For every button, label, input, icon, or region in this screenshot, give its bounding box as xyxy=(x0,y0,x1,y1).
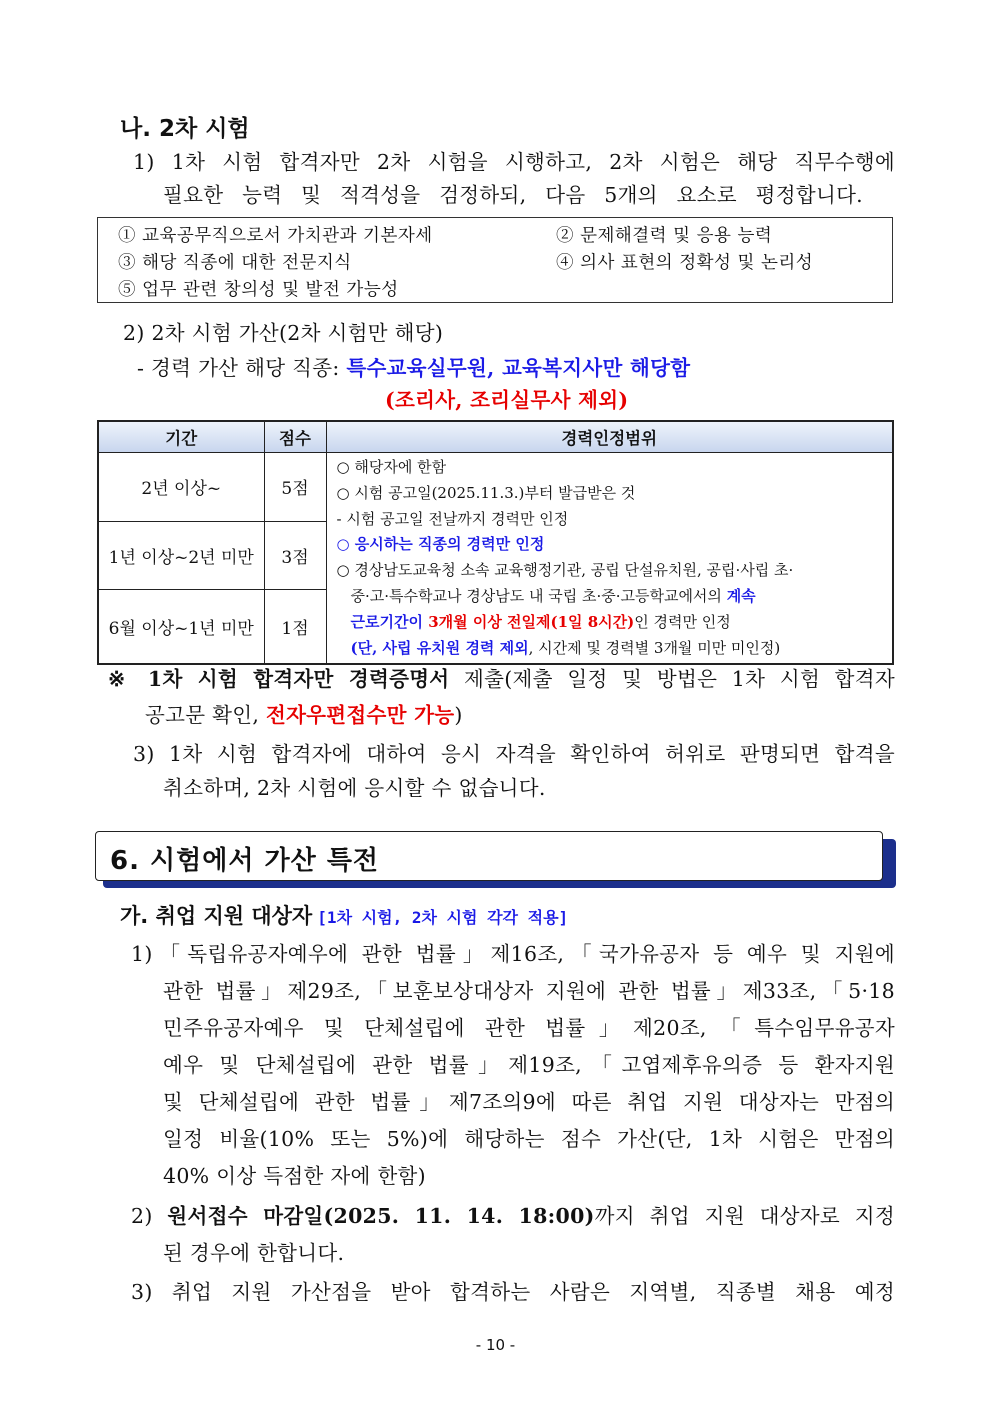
note-text: 공고문 확인, xyxy=(145,703,266,727)
section-6-title-box xyxy=(95,831,883,881)
table-header-row xyxy=(98,421,893,453)
ga1-line-6: 일정 비율(10% 또는 5%)에 해당하는 점수 가산(단, 1차 시험은 만점의 xyxy=(163,1127,895,1151)
section-heading-second-exam: 나. 2차 시험 xyxy=(120,116,250,142)
evaluation-criteria-box xyxy=(97,217,893,303)
ga2-deadline: 원서접수 마감일(2025. 11. 14. 18:00) xyxy=(167,1204,595,1228)
scope-line xyxy=(337,610,887,636)
scope-text: 인 경력만 인정 xyxy=(634,612,731,631)
ga1-line-1: 1)「독립유공자예우에 관한 법률」제16조,「국가유공자 등 예우 및 지원에 xyxy=(131,942,895,966)
section-6-title: 6. 시험에서 가산 특전 xyxy=(110,846,380,876)
scope-text: 중·고·특수학교나 경상남도 내 국립 초·중·고등학교에서의 xyxy=(350,586,727,605)
score-cell: 5점 xyxy=(264,453,326,522)
ga2-line-1 xyxy=(131,1199,895,1233)
scope-text-red: 3개월 이상 전일제(1일 8시간) xyxy=(428,612,635,631)
note-rest: 제출(제출 일정 및 방법은 1차 시험 합격자 xyxy=(449,667,895,691)
scope-line-highlight: ○ 응시하는 직종의 경력만 인정 xyxy=(336,535,545,554)
header-scope: 경력인정범위 xyxy=(326,421,893,453)
score-cell: 1점 xyxy=(264,590,326,665)
score-cell: 3점 xyxy=(264,521,326,590)
heading-employment-support-title: 가. 취업 지원 대상자 xyxy=(120,904,313,928)
paragraph-1-line-2: 필요한 능력 및 적격성을 검정하되, 다음 5개의 요소로 평정합니다. xyxy=(163,183,863,207)
page-number: - 10 - xyxy=(475,1336,516,1354)
period-cell: 2년 이상~ xyxy=(98,453,264,522)
ga1-line-2: 관한 법률」제29조,「보훈보상대상자 지원에 관한 법률」제33조,「5·18 xyxy=(163,979,895,1003)
ga2-line-2: 된 경우에 한합니다. xyxy=(163,1241,345,1265)
table-row xyxy=(98,453,893,522)
scope-text-blue: 단, 사립 유치원 경력 제외 xyxy=(357,638,529,657)
heading-employment-support xyxy=(120,900,568,930)
paragraph-3-line-2: 취소하며, 2차 시험에 응시할 수 없습니다. xyxy=(163,776,546,800)
period-cell: 1년 이상~2년 미만 xyxy=(98,521,264,590)
ga3-line-1: 3) 취업 지원 가산점을 받아 합격하는 사람은 지역별, 직종별 채용 예정 xyxy=(131,1280,895,1304)
scope-text-blue: 근로기간이 xyxy=(350,612,429,631)
career-bonus-highlight: 특수교육실무원, 교육복지사만 해당함 xyxy=(346,356,691,380)
heading-employment-support-note: [1차 시험, 2차 시험 각각 적용] xyxy=(317,908,569,927)
header-period: 기간 xyxy=(98,421,264,453)
career-bonus-exclusion: (조리사, 조리실무사 제외) xyxy=(385,388,629,412)
paragraph-3-line-1: 3) 1차 시험 합격자에 대하여 응시 자격을 확인하여 허위로 판명되면 합격을 xyxy=(133,742,895,766)
criterion-2: ② 문제해결력 및 응용 능력 xyxy=(556,226,773,246)
scope-text-blue: ( xyxy=(350,638,358,657)
ga1-line-5: 및 단체설립에 관한 법률」제7조의9에 따른 취업 지원 대상자는 만점의 xyxy=(163,1090,895,1114)
note-line-1 xyxy=(108,662,895,696)
scope-line: ○ 해당자에 한함 xyxy=(336,458,447,476)
scope-line xyxy=(337,636,887,662)
paragraph-1-line-1: 1) 1차 시험 합격자만 2차 시험을 시행하고, 2차 시험은 해당 직무수행에 xyxy=(133,150,895,174)
scope-line: ○ 경상남도교육청 소속 교육행정기관, 공립 단설유치원, 공립·사립 초· xyxy=(336,561,794,580)
scope-line: ○ 시험 공고일(2025.11.3.)부터 발급받은 것 xyxy=(336,483,636,502)
note-email-only: 전자우편접수만 가능 xyxy=(265,703,455,727)
criterion-5: ⑤ 업무 관련 창의성 및 발전 가능성 xyxy=(118,280,399,300)
note-mark: ※ xyxy=(108,667,134,691)
career-bonus-prefix: - 경력 가산 해당 직종: xyxy=(137,356,347,380)
note-line-2 xyxy=(145,698,463,732)
criterion-4: ④ 의사 표현의 정확성 및 논리성 xyxy=(556,253,814,273)
note-text: ) xyxy=(454,703,463,727)
scope-text-blue: 계속 xyxy=(726,586,756,605)
scope-text: , 시간제 및 경력별 3개월 미만 미인정) xyxy=(528,638,781,657)
ga1-line-3: 민주유공자예우 및 단체설립에 관한 법률」제20조,「특수임무유공자 xyxy=(163,1016,895,1040)
note-bold: 1차 시험 합격자만 경력증명서 xyxy=(147,667,450,691)
scope-cell xyxy=(326,453,893,665)
scope-line xyxy=(337,584,887,610)
ga2-number: 2) xyxy=(131,1204,168,1228)
ga1-line-7: 40% 이상 득점한 자에 한함) xyxy=(163,1164,426,1188)
header-score: 점수 xyxy=(264,421,326,453)
period-cell: 6월 이상~1년 미만 xyxy=(98,590,264,665)
ga1-line-4: 예우 및 단체설립에 관한 법률」제19조,「고엽제후유의증 등 환자지원 xyxy=(163,1053,895,1077)
criterion-1: ① 교육공무직으로서 가치관과 기본자세 xyxy=(118,226,433,246)
career-bonus-line xyxy=(137,351,690,385)
paragraph-2-title: 2) 2차 시험 가산(2차 시험만 해당) xyxy=(123,321,444,345)
ga2-rest: 까지 취업 지원 대상자로 지정 xyxy=(594,1204,895,1228)
career-bonus-table xyxy=(97,420,894,665)
criterion-3: ③ 해당 직종에 대한 전문지식 xyxy=(118,253,352,273)
scope-line: - 시험 공고일 전날까지 경력만 인정 xyxy=(336,509,569,528)
